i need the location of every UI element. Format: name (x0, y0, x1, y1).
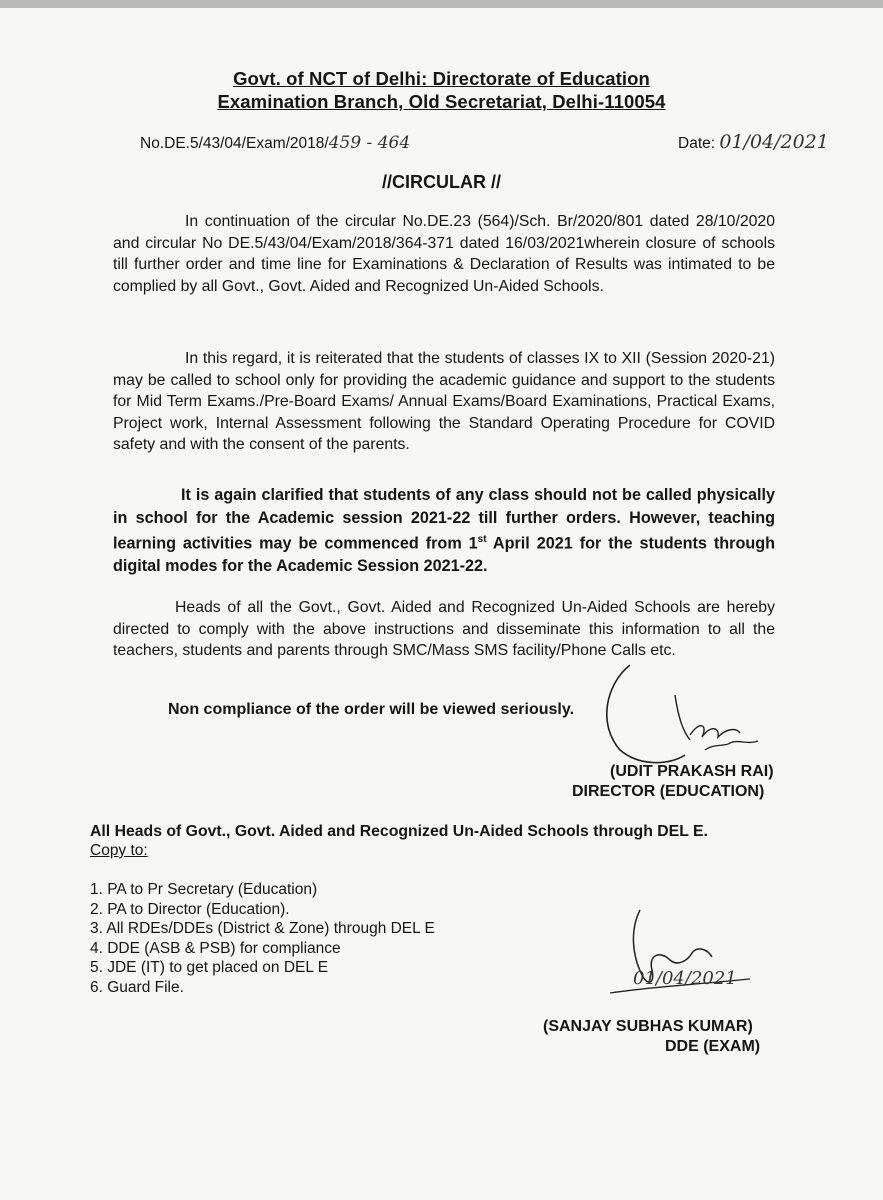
director-designation: DIRECTOR (EDUCATION) (572, 783, 765, 800)
paragraph-1: In continuation of the circular No.DE.23 (564)/Sch. Br/2020/801 dated 28/10/2020 and circular No DE.5/43/04/Exam/2018/364-371 dated 16/03/2021wherein closure of schools till further order and time line for Examinations & Declaration of Results was intimated to be complied by all Govt., Govt. Aided and Recognized Un-Aided Schools. (113, 213, 775, 295)
dde-designation: DDE (EXAM) (665, 1038, 761, 1055)
list-item: 1. PA to Pr Secretary (Education) (90, 881, 318, 898)
paragraph-3-part-2: April 2021 for the students through digital modes for the Academic Session 2021-22. (113, 534, 775, 575)
recipients: All Heads of Govt., Govt. Aided and Recognized Un-Aided Schools through DEL E. (90, 823, 708, 840)
reference-number-handwritten: 459 - 464 (328, 133, 411, 153)
copy-to-label: Copy to: (90, 842, 148, 859)
list-item: 6. Guard File. (90, 978, 184, 996)
reference-number (140, 133, 410, 153)
header-line-1: Govt. of NCT of Delhi: Directorate of Education (233, 68, 650, 89)
director-name: (UDIT PRAKASH RAI) (610, 763, 774, 780)
reference-number-printed: No.DE.5/43/04/Exam/2018/ (140, 135, 329, 152)
list-item: 3. All RDEs/DDEs (District & Zone) through DEL E (90, 920, 435, 938)
header-line-2: Examination Branch, Old Secretariat, Delhi-110054 (217, 91, 666, 112)
dde-name: (SANJAY SUBHAS KUMAR) (543, 1018, 753, 1035)
paragraph-4: Heads of all the Govt., Govt. Aided and Recognized Un-Aided Schools are hereby directed to comply with the above instructions and disseminate this information to all the teachers, students and parents through SMC/Mass SMS facility/Phone Calls etc. (113, 599, 775, 660)
director-signature-graphic (590, 655, 780, 775)
copy-to-list (90, 880, 435, 998)
list-item: 4. DDE (ASB & PSB) for compliance (90, 939, 341, 957)
date-handwritten: 01/04/2021 (719, 131, 829, 153)
dde-signature-graphic (600, 905, 770, 1005)
circular-title: //CIRCULAR // (382, 172, 501, 192)
paragraph-3-superscript: st (477, 534, 487, 545)
paragraph-3-part-1: It is again clarified that students of any class should not be called physically in school for the Academic session 2021-22 till further orders. However, teaching learning activities may be commenced from 1 (113, 486, 775, 553)
reference-date (678, 131, 829, 153)
date-label: Date: (678, 135, 716, 152)
paragraph-5-warning: Non compliance of the order will be viewed seriously. (168, 701, 575, 718)
paragraph-2: In this regard, it is reiterated that the students of classes IX to XII (Session 2020-21) may be called to school only for providing the academic guidance and support to the students for Mid Term Exams./Pre-Board Exams/ Annual Exams/Board Examinations, Practical Exams, Project work, Internal Assessment following the Standard Operating Procedure for COVID safety and with the consent of the parents. (113, 350, 775, 454)
list-item: 5. JDE (IT) to get placed on DEL E (90, 959, 329, 977)
paragraph-3 (113, 484, 775, 577)
list-item: 2. PA to Director (Education). (90, 900, 290, 918)
dde-signature-date: 01/04/2021 (633, 968, 737, 989)
